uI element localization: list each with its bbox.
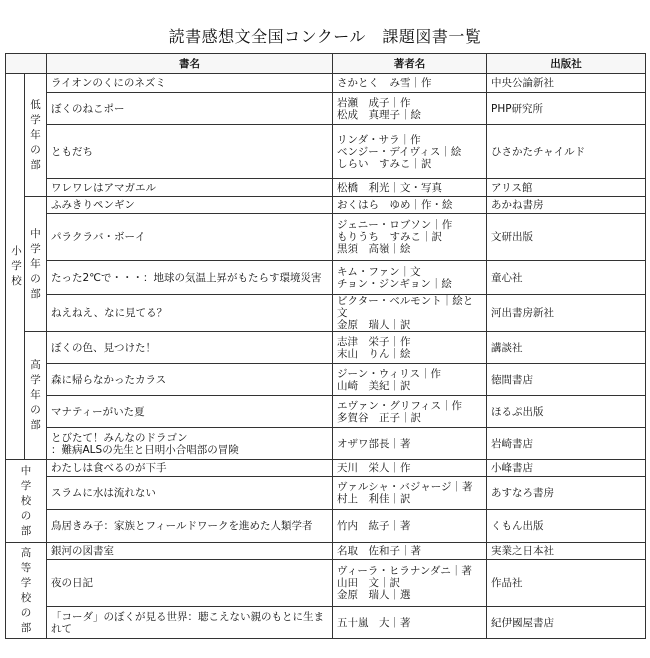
book-title: 鳥居きみ子：家族とフィールドワークを進めた人類学者 bbox=[47, 510, 333, 543]
book-list-table bbox=[5, 53, 646, 639]
book-publisher: 作品社 bbox=[487, 560, 646, 607]
book-title: とびたて！みんなのドラゴン ：難病ALSの先生と日明小合唱部の冒険 bbox=[47, 428, 333, 460]
book-author: ジーン・ウィリス｜作 山崎 美紀｜訳 bbox=[333, 364, 487, 396]
book-title: ともだち bbox=[47, 125, 333, 179]
table-row bbox=[6, 607, 646, 639]
book-title: 夜の日記 bbox=[47, 560, 333, 607]
group-high: 高学年の部 bbox=[25, 332, 47, 460]
table-row bbox=[6, 93, 646, 125]
book-author: 五十嵐 大｜著 bbox=[333, 607, 487, 639]
book-publisher: くもん出版 bbox=[487, 510, 646, 543]
book-title: 銀河の図書室 bbox=[47, 543, 333, 560]
table-row bbox=[6, 477, 646, 510]
book-author: おくはら ゆめ｜作・絵 bbox=[333, 197, 487, 214]
book-publisher: アリス館 bbox=[487, 179, 646, 197]
book-author: オザワ部長｜著 bbox=[333, 428, 487, 460]
book-title: ふみきりペンギン bbox=[47, 197, 333, 214]
table-row bbox=[6, 543, 646, 560]
level-high-school: 高等学校の部 bbox=[6, 543, 47, 639]
book-title: 「コーダ」のぼくが見る世界：聴こえない親のもとに生まれて bbox=[47, 607, 333, 639]
book-title: たった2℃で・・・：地球の気温上昇がもたらす環境災害 bbox=[47, 261, 333, 295]
book-author: リンダ・サラ｜作 ベンジー・デイヴィス｜絵 しらい すみこ｜訳 bbox=[333, 125, 487, 179]
book-author: ヴィーラ・ヒラナンダニ｜著 山田 文｜訳 金原 瑞人｜選 bbox=[333, 560, 487, 607]
book-author: 天川 栄人｜作 bbox=[333, 460, 487, 477]
table-row bbox=[6, 332, 646, 364]
table-row bbox=[6, 295, 646, 332]
page-title: 読書感想文全国コンクール 課題図書一覧 bbox=[168, 27, 482, 46]
book-author: 志津 栄子｜作 末山 りん｜絵 bbox=[333, 332, 487, 364]
table-row bbox=[6, 364, 646, 396]
book-publisher: 徳間書店 bbox=[487, 364, 646, 396]
book-publisher: 河出書房新社 bbox=[487, 295, 646, 332]
table-row bbox=[6, 74, 646, 93]
book-publisher: 中央公論新社 bbox=[487, 74, 646, 93]
table-row bbox=[6, 261, 646, 295]
table-row bbox=[6, 460, 646, 477]
book-title: わたしは食べるのが下手 bbox=[47, 460, 333, 477]
book-author: 松橋 利光｜文・写真 bbox=[333, 179, 487, 197]
book-author: 名取 佐和子｜著 bbox=[333, 543, 487, 560]
header-publisher: 出版社 bbox=[487, 54, 646, 74]
book-title: ライオンのくにのネズミ bbox=[47, 74, 333, 93]
book-publisher: PHP研究所 bbox=[487, 93, 646, 125]
book-publisher: あかね書房 bbox=[487, 197, 646, 214]
header-book: 書名 bbox=[47, 54, 333, 74]
book-title: ぼくの色、見つけた！ bbox=[47, 332, 333, 364]
book-publisher: 紀伊國屋書店 bbox=[487, 607, 646, 639]
book-title: ワレワレはアマガエル bbox=[47, 179, 333, 197]
book-publisher: 実業之日本社 bbox=[487, 543, 646, 560]
book-title: パラクラバ・ボーイ bbox=[47, 214, 333, 261]
table-row bbox=[6, 197, 646, 214]
group-mid: 中学年の部 bbox=[25, 197, 47, 332]
table-row bbox=[6, 560, 646, 607]
book-author: 竹内 紘子｜著 bbox=[333, 510, 487, 543]
table-row bbox=[6, 510, 646, 543]
book-author: ヴァルシャ・バジャージ｜著 村上 利佳｜訳 bbox=[333, 477, 487, 510]
table-row bbox=[6, 125, 646, 179]
book-author: ジェニー・ロブソン｜作 もりうち すみこ｜訳 黒須 高嶺｜絵 bbox=[333, 214, 487, 261]
header-author: 著者名 bbox=[333, 54, 487, 74]
book-author: 岩瀬 成子｜作 松成 真理子｜絵 bbox=[333, 93, 487, 125]
group-low: 低学年の部 bbox=[25, 74, 47, 197]
level-elementary: 小学校 bbox=[6, 74, 25, 460]
book-author: エヴァン・グリフィス｜作 多賀谷 正子｜訳 bbox=[333, 396, 487, 428]
book-publisher: 講談社 bbox=[487, 332, 646, 364]
book-publisher: あすなろ書房 bbox=[487, 477, 646, 510]
header-blank bbox=[6, 54, 47, 74]
book-publisher: 岩崎書店 bbox=[487, 428, 646, 460]
book-title: スラムに水は流れない bbox=[47, 477, 333, 510]
book-title: 森に帰らなかったカラス bbox=[47, 364, 333, 396]
book-author: ビクター・ベルモント｜絵と文 金原 瑞人｜訳 bbox=[333, 295, 487, 332]
table-row bbox=[6, 179, 646, 197]
book-publisher: 童心社 bbox=[487, 261, 646, 295]
book-title: マナティーがいた夏 bbox=[47, 396, 333, 428]
book-publisher: 小峰書店 bbox=[487, 460, 646, 477]
book-title: ねえねえ、なに見てる？ bbox=[47, 295, 333, 332]
book-publisher: ひさかたチャイルド bbox=[487, 125, 646, 179]
table-row bbox=[6, 396, 646, 428]
book-publisher: ほるぷ出版 bbox=[487, 396, 646, 428]
book-publisher: 文研出版 bbox=[487, 214, 646, 261]
book-author: さかとく み雪｜作 bbox=[333, 74, 487, 93]
book-author: キム・ファン｜文 チョン・ジンギョン｜絵 bbox=[333, 261, 487, 295]
header-row bbox=[6, 54, 646, 74]
table-row bbox=[6, 428, 646, 460]
table-row bbox=[6, 214, 646, 261]
book-title: ぼくのねこポー bbox=[47, 93, 333, 125]
level-junior-high: 中学校の部 bbox=[6, 460, 47, 543]
